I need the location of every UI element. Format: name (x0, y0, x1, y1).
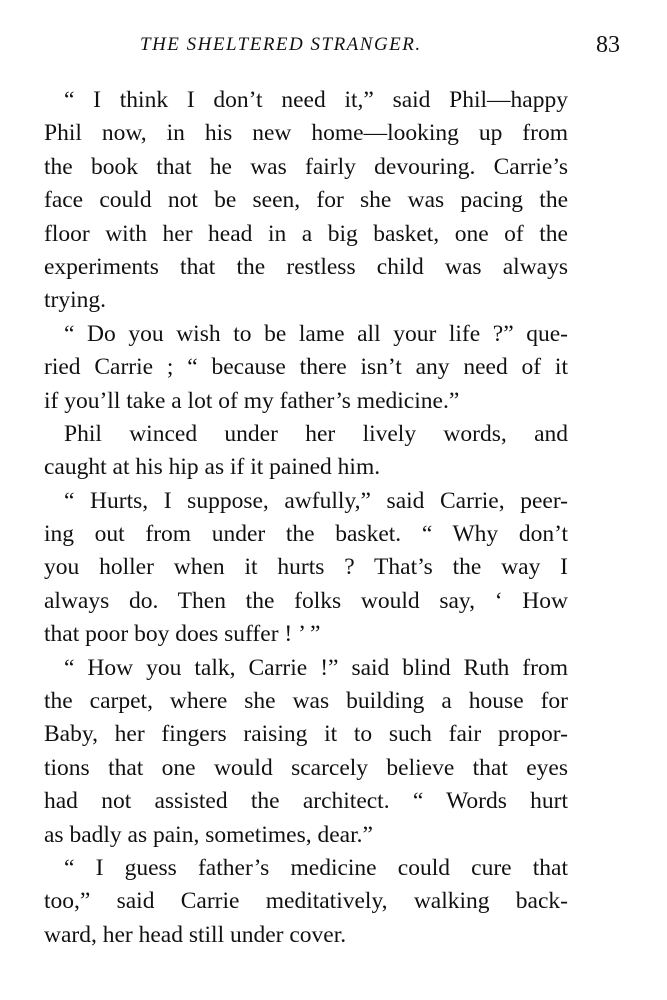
text-line: ward, her head still under cover. (44, 921, 347, 948)
text-line: “ How you talk, Carrie !” said blind Ruth from (64, 654, 568, 681)
text-line: you holler when it hurts ? That’s the way I (44, 554, 568, 581)
page-number: 83 (596, 32, 620, 58)
text-line: always do. Then the folks would say, ‘ How (44, 587, 568, 614)
text-line: if you’ll take a lot of my father’s medicine.” (44, 387, 460, 414)
text-line: too,” said Carrie meditatively, walking back- (44, 888, 568, 915)
text-line: Phil now, in his new home—looking up from (44, 120, 568, 147)
text-line: that poor boy does suffer ! ’ ” (44, 621, 321, 648)
text-line: ing out from under the basket. “ Why don’t (44, 521, 568, 548)
text-line: the carpet, where she was building a house for (44, 688, 568, 715)
text-line: ried Carrie ; “ because there isn’t any need of it (44, 354, 568, 381)
text-line: floor with her head in a big basket, one of the (44, 220, 568, 247)
running-title: THE SHELTERED STRANGER. (140, 34, 422, 55)
text-line: “ I guess father’s medicine could cure that (64, 854, 568, 881)
text-line: had not assisted the architect. “ Words hurt (44, 788, 568, 815)
text-line: Baby, her fingers raising it to such fair propor- (44, 721, 568, 748)
text-line: caught at his hip as if it pained him. (44, 454, 381, 481)
text-line: Phil winced under her lively words, and (64, 420, 568, 447)
text-line: the book that he was fairly devouring. Carrie’s (44, 153, 568, 180)
text-line: “ Do you wish to be lame all your life ?” que- (64, 320, 568, 347)
text-line: “ I think I don’t need it,” said Phil—happy (64, 87, 568, 113)
text-line: trying. (44, 287, 107, 314)
text-line: face could not be seen, for she was pacing the (44, 187, 568, 214)
text-line: tions that one would scarcely believe that eyes (44, 754, 568, 781)
body-text (44, 84, 568, 952)
text-line: as badly as pain, sometimes, dear.” (44, 821, 373, 848)
text-line: experiments that the restless child was always (44, 253, 568, 280)
text-line: “ Hurts, I suppose, awfully,” said Carrie, peer- (64, 487, 568, 514)
running-head (40, 30, 620, 60)
